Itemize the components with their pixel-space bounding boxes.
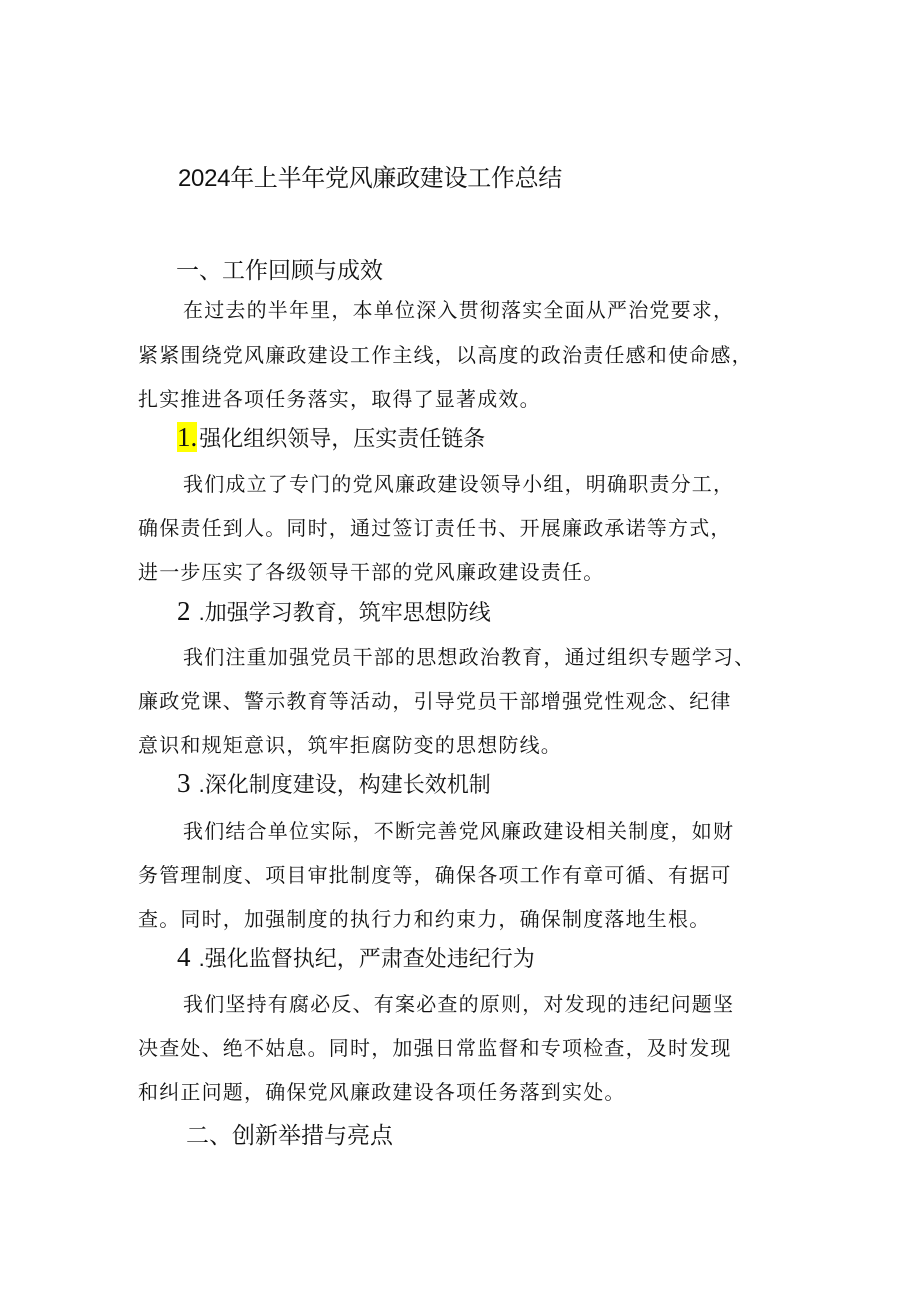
item-heading-3 xyxy=(177,768,491,799)
intro-line-1: 在过去的半年里，本单位深入贯彻落实全面从严治党要求， xyxy=(183,298,735,322)
item-1-line-2: 确保责任到人。同时，通过签订责任书、开展廉政承诺等方式， xyxy=(138,516,732,540)
item-title: .深化制度建设，构建长效机制 xyxy=(198,772,491,797)
section-heading-2: 二、创新举措与亮点 xyxy=(186,1122,393,1148)
intro-line-3: 扎实推进各项任务落实，取得了显著成效。 xyxy=(138,387,541,411)
item-number-highlighted: 1. xyxy=(177,422,198,452)
item-1-line-1: 我们成立了专门的党风廉政建设领导小组，明确职责分工， xyxy=(183,472,735,496)
item-title: .加强学习教育，筑牢思想防线 xyxy=(198,600,491,625)
item-title: .强化监督执纪，严肃查处违纪行为 xyxy=(198,946,535,971)
intro-line-2: 紧紧围绕党风廉政建设工作主线，以高度的政治责任感和使命感， xyxy=(138,343,753,367)
item-number: 3 xyxy=(177,768,191,798)
item-heading-1 xyxy=(177,422,485,453)
item-4-line-2: 决查处、绝不姑息。同时，加强日常监督和专项检查，及时发现 xyxy=(138,1036,732,1060)
item-title: 强化组织领导，压实责任链条 xyxy=(199,426,486,451)
item-3-line-2: 务管理制度、项目审批制度等，确保各项工作有章可循、有据可 xyxy=(138,863,732,887)
item-3-line-1: 我们结合单位实际，不断完善党风廉政建设相关制度，如财 xyxy=(183,819,735,843)
item-3-line-3: 查。同时，加强制度的执行力和约束力，确保制度落地生根。 xyxy=(138,907,711,931)
item-2-line-1: 我们注重加强党员干部的思想政治教育，通过组织专题学习、 xyxy=(183,645,756,669)
item-number: 4 xyxy=(177,942,191,972)
item-number: 2 xyxy=(177,596,191,626)
item-heading-4 xyxy=(177,942,535,973)
item-4-line-1: 我们坚持有腐必反、有案必查的原则，对发现的违纪问题坚 xyxy=(183,992,735,1016)
document-title: 2024年上半年党风廉政建设工作总结 xyxy=(178,165,562,192)
item-4-line-3: 和纠正问题，确保党风廉政建设各项任务落到实处。 xyxy=(138,1080,626,1104)
item-heading-2 xyxy=(177,596,491,627)
item-1-line-3: 进一步压实了各级领导干部的党风廉政建设责任。 xyxy=(138,560,605,584)
item-2-line-2: 廉政党课、警示教育等活动，引导党员干部增强党性观念、纪律 xyxy=(138,689,732,713)
section-heading-1: 一、工作回顾与成效 xyxy=(176,257,383,283)
item-2-line-3: 意识和规矩意识，筑牢拒腐防变的思想防线。 xyxy=(138,733,562,757)
